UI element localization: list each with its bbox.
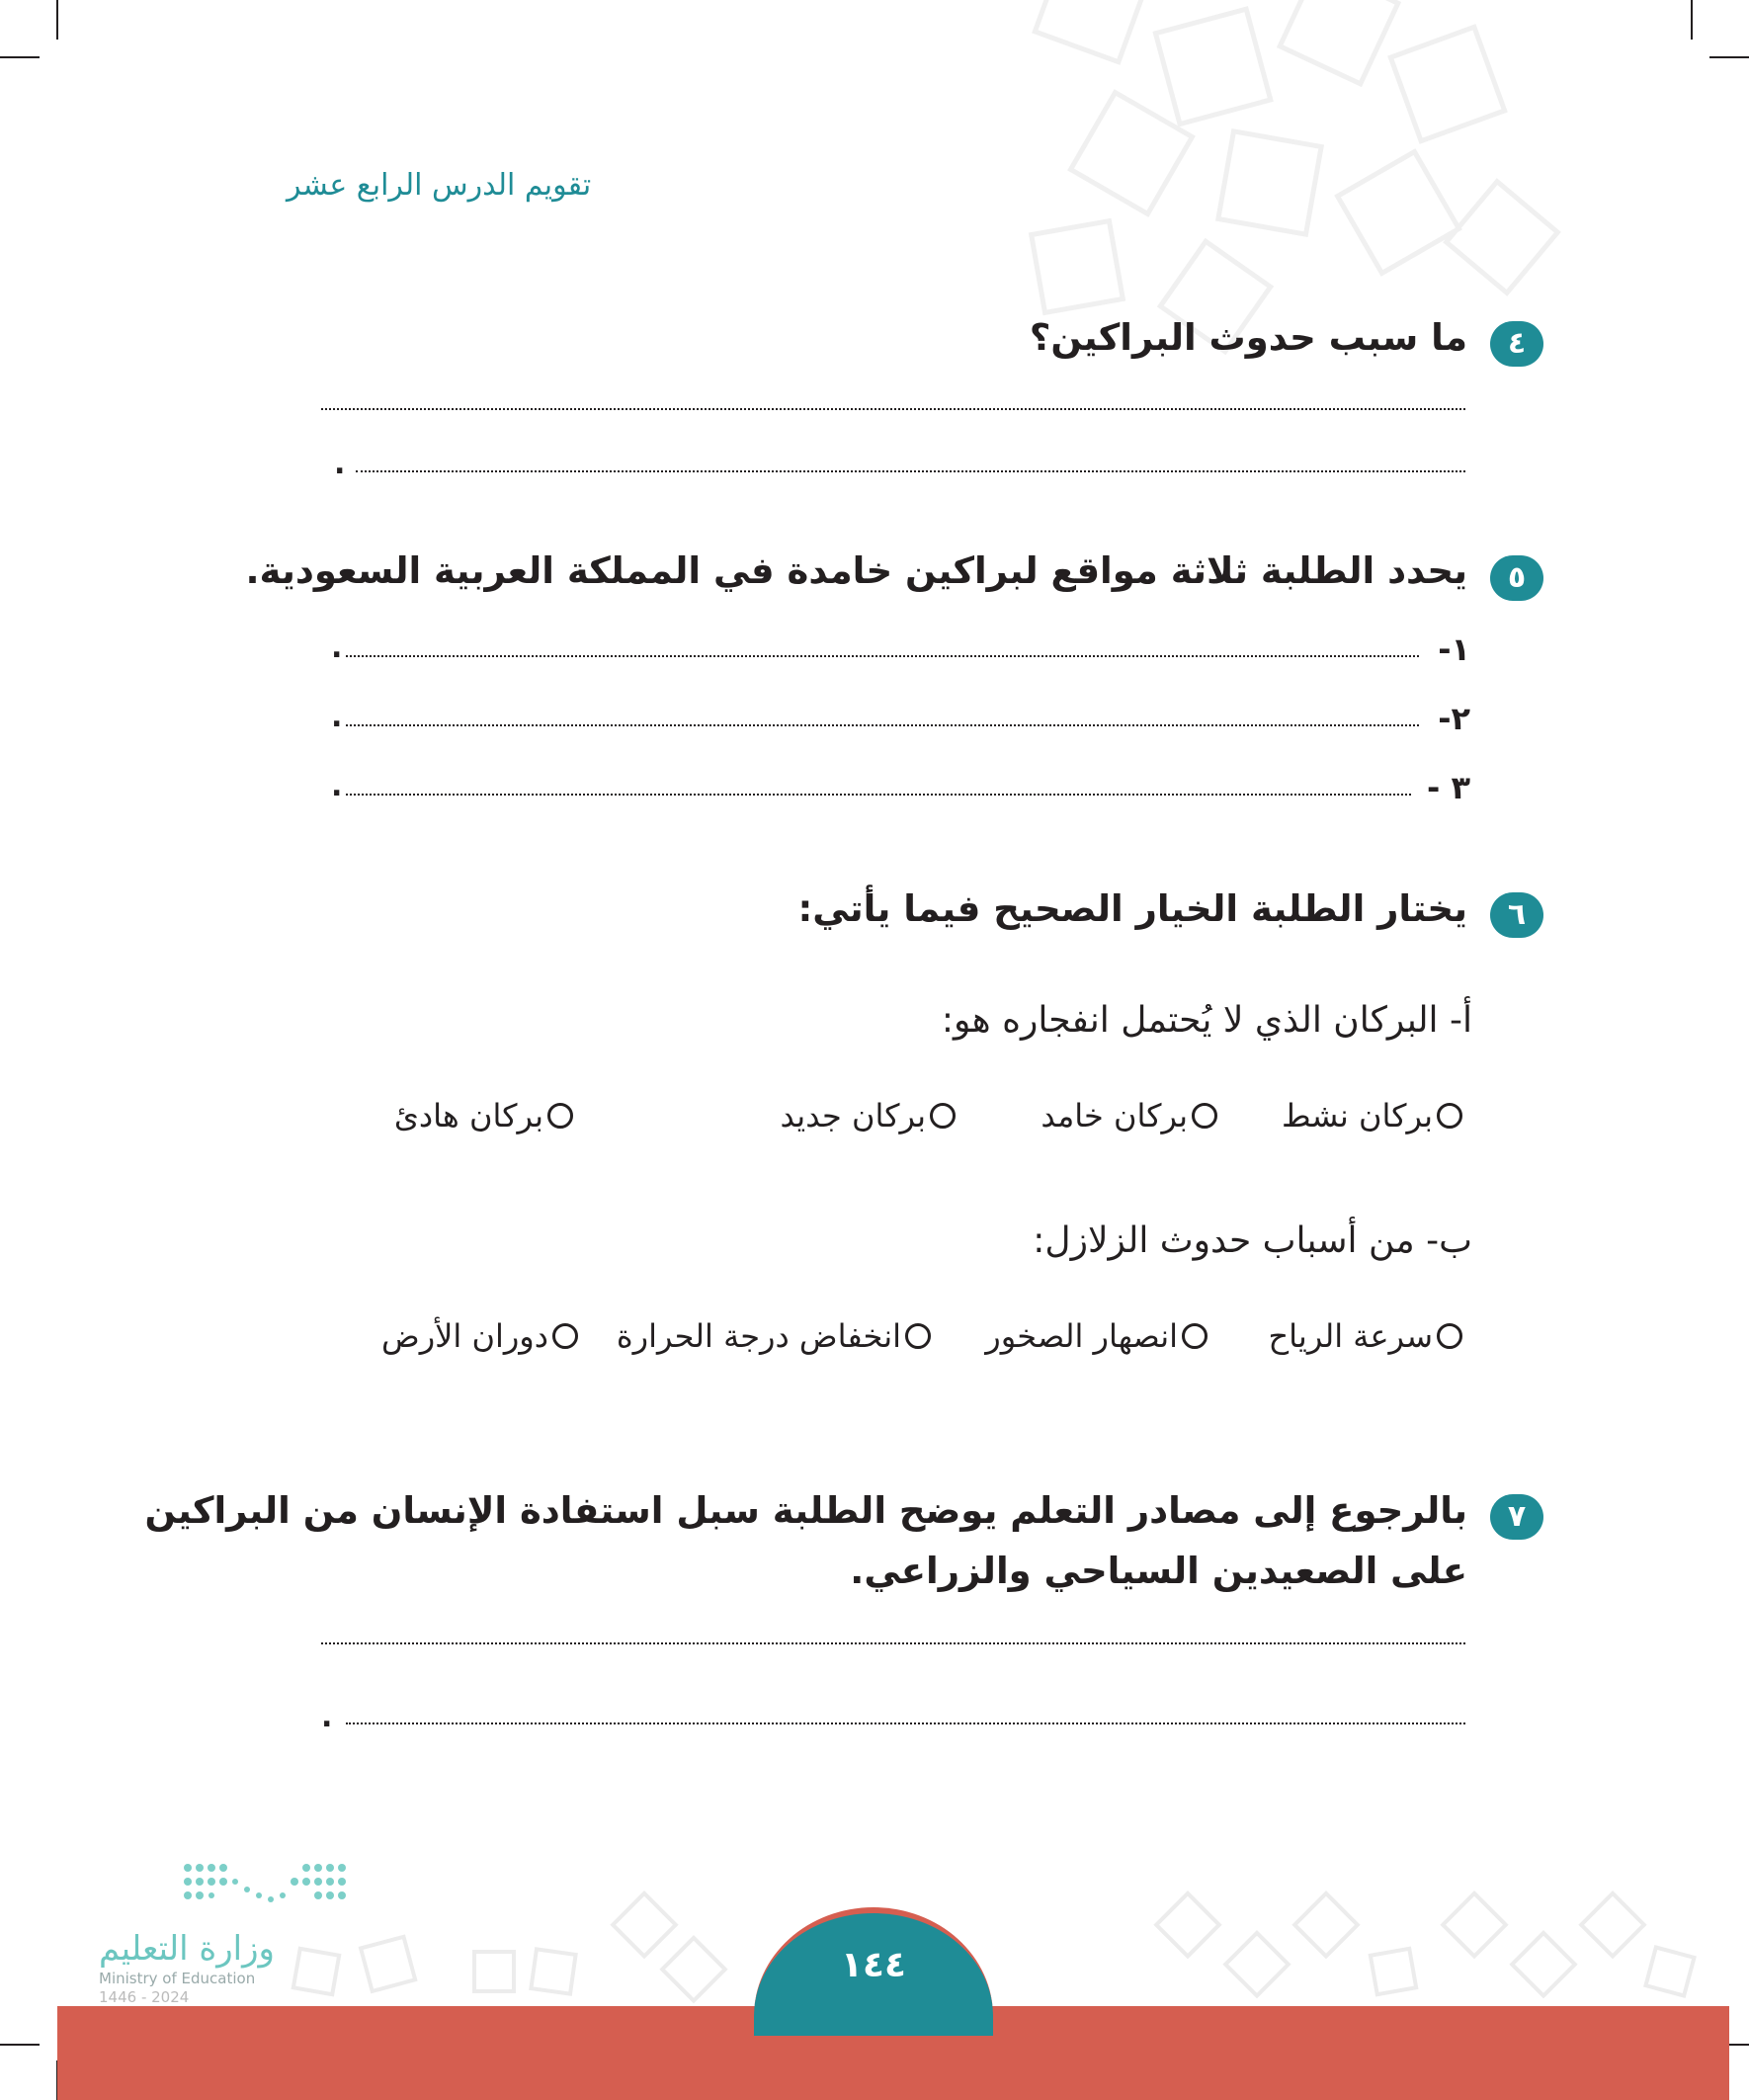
answer-line[interactable] [346, 1722, 1465, 1724]
question-7-line-1: بالرجوع إلى مصادر التعلم يوضح الطلبة سبل استفادة الإنسان من البراكين [144, 1489, 1467, 1532]
option-a-1[interactable] [1282, 1097, 1462, 1134]
radio-circle[interactable] [1182, 1323, 1208, 1349]
option-label: سرعة الرياح [1268, 1317, 1433, 1355]
option-label: بركان نشط [1281, 1097, 1433, 1134]
answer-line[interactable] [346, 655, 1419, 657]
lesson-header: تقويم الدرس الرابع عشر [287, 168, 592, 203]
radio-circle[interactable] [1437, 1103, 1462, 1129]
answer-period: . [331, 630, 343, 665]
sub-question-a: أ- البركان الذي لا يُحتمل انفجاره هو: [941, 1000, 1472, 1041]
question-number-badge: ٥ [1490, 555, 1543, 601]
radio-circle[interactable] [552, 1323, 578, 1349]
sub-question-b: ب- من أسباب حدوث الزلازل: [1033, 1220, 1472, 1261]
option-b-1[interactable] [1269, 1317, 1463, 1355]
option-b-3[interactable] [617, 1317, 931, 1355]
answer-period: . [321, 1700, 333, 1734]
answer-line[interactable] [321, 408, 1465, 410]
crop-mark [56, 0, 58, 40]
option-b-2[interactable] [985, 1317, 1208, 1355]
answer-period: . [334, 447, 346, 481]
answer-line[interactable] [356, 470, 1465, 472]
crop-mark [1691, 0, 1693, 40]
option-label: بركان خامد [1041, 1097, 1188, 1134]
question-number-badge: ٤ [1490, 321, 1543, 367]
option-label: دوران الأرض [381, 1317, 548, 1355]
answer-line[interactable] [346, 794, 1411, 796]
option-a-4[interactable] [394, 1097, 573, 1134]
edition-year: 2024 - 1446 [99, 1988, 190, 2006]
list-item-number: ٣ - [1427, 769, 1470, 806]
question-number-badge: ٧ [1490, 1494, 1543, 1540]
option-label: بركان جديد [780, 1097, 926, 1134]
answer-period: . [331, 700, 343, 734]
crop-mark [0, 2044, 40, 2046]
option-a-3[interactable] [781, 1097, 957, 1134]
question-5-text: يحدد الطلبة ثلاثة مواقع لبراكين خامدة في المملكة العربية السعودية. [245, 549, 1467, 592]
option-b-4[interactable] [381, 1317, 578, 1355]
option-label: بركان هادئ [393, 1097, 543, 1134]
radio-circle[interactable] [1192, 1103, 1217, 1129]
radio-circle[interactable] [905, 1323, 931, 1349]
page-number: ١٤٤ [841, 1945, 906, 1985]
list-item-number: ٢- [1438, 700, 1470, 737]
question-number-badge: ٦ [1490, 892, 1543, 938]
answer-line[interactable] [321, 1642, 1465, 1644]
crop-mark [0, 56, 40, 58]
option-a-2[interactable] [1041, 1097, 1217, 1134]
ministry-logo-dots-icon [178, 1858, 356, 1917]
option-label: انخفاض درجة الحرارة [616, 1317, 901, 1355]
radio-circle[interactable] [930, 1103, 956, 1129]
question-7-line-2: على الصعيدين السياحي والزراعي. [850, 1550, 1467, 1592]
answer-line[interactable] [346, 724, 1419, 726]
question-6-text: يختار الطلبة الخيار الصحيح فيما يأتي: [797, 887, 1467, 930]
radio-circle[interactable] [547, 1103, 573, 1129]
option-label: انصهار الصخور [985, 1317, 1178, 1355]
crop-mark [1709, 56, 1749, 58]
list-item-number: ١- [1438, 630, 1470, 668]
radio-circle[interactable] [1437, 1323, 1462, 1349]
answer-period: . [331, 769, 343, 803]
ministry-name-arabic: وزارة التعليم [99, 1929, 275, 1969]
question-4-text: ما سبب حدوث البراكين؟ [1029, 316, 1467, 359]
ministry-name-english: Ministry of Education [99, 1970, 256, 1987]
